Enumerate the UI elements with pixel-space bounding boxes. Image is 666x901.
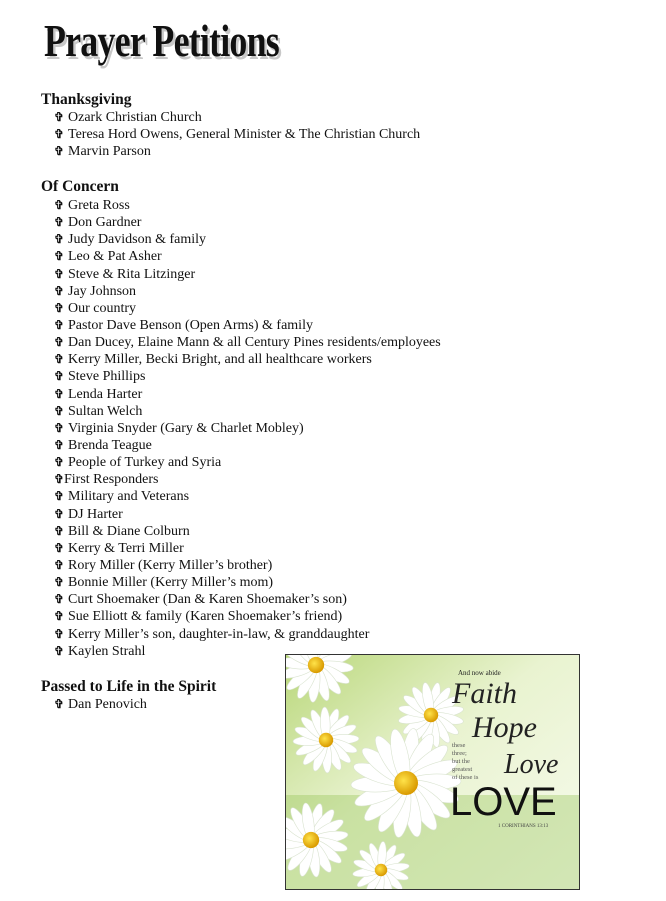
passed-list — [54, 696, 147, 713]
thanksgiving-item-text: Marvin Parson — [68, 144, 151, 160]
concern-item-text: Steve Phillips — [68, 369, 146, 385]
concern-item-text: Don Gardner — [68, 215, 142, 231]
concern-item-text: Steve & Rita Litzinger — [68, 266, 196, 282]
verse-mid-5: of these is — [452, 774, 479, 781]
scripture-image-card — [285, 654, 580, 890]
concern-item — [54, 488, 441, 505]
cross-icon: ✞ — [54, 557, 65, 572]
concern-item-text: Military and Veterans — [68, 489, 190, 505]
cross-icon: ✞ — [54, 215, 65, 230]
cross-icon: ✞ — [54, 420, 65, 435]
concern-item — [54, 266, 441, 283]
cross-icon: ✞ — [54, 300, 65, 315]
verse-intro: And now abide — [458, 669, 501, 677]
cross-icon: ✞ — [54, 540, 65, 555]
cross-icon: ✞ — [54, 266, 65, 281]
thanksgiving-item-text: Ozark Christian Church — [68, 110, 202, 125]
cross-icon: ✞ — [54, 506, 65, 521]
concern-item-text: Jay Johnson — [68, 283, 137, 299]
concern-item — [54, 608, 441, 625]
concern-item — [54, 591, 441, 608]
concern-item — [54, 283, 441, 300]
thanksgiving-list — [54, 109, 420, 160]
concern-item — [54, 437, 441, 454]
concern-item — [54, 197, 441, 214]
concern-item — [54, 231, 441, 248]
concern-item — [54, 300, 441, 317]
cross-icon: ✞ — [54, 643, 65, 658]
cross-icon: ✞ — [54, 110, 65, 124]
concern-item-text: Bonnie Miller (Kerry Miller’s mom) — [68, 575, 274, 591]
thanksgiving-item-text: Teresa Hord Owens, General Minister & The Christian Church — [68, 127, 421, 143]
thanksgiving-heading: Thanksgiving — [41, 91, 132, 108]
concern-item — [54, 420, 441, 437]
cross-icon: ✞ — [54, 144, 65, 159]
concern-item-text: Curt Shoemaker (Dan & Karen Shoemaker’s son) — [68, 592, 347, 608]
passed-item — [54, 696, 147, 713]
cross-icon: ✞ — [54, 232, 65, 247]
concern-item — [54, 506, 441, 523]
cross-icon: ✞ — [54, 609, 65, 624]
concern-item-text: Virginia Snyder (Gary & Charlet Mobley) — [68, 420, 304, 436]
cross-icon: ✞ — [54, 455, 65, 470]
verse-mid-4: greatest — [452, 766, 473, 773]
thanksgiving-item — [54, 143, 420, 160]
cross-icon: ✞ — [54, 697, 65, 711]
cross-icon: ✞ — [54, 523, 65, 538]
verse-love: Love — [504, 749, 559, 780]
thanksgiving-item — [54, 126, 420, 143]
daisy-scripture-image — [286, 655, 579, 889]
concern-item-text: Dan Ducey, Elaine Mann & all Century Pines residents/employees — [68, 335, 441, 351]
concern-item — [54, 351, 441, 368]
concern-item — [54, 386, 441, 403]
concern-item — [54, 368, 441, 385]
concern-item-text: Sultan Welch — [68, 403, 143, 419]
concern-item — [54, 471, 441, 488]
concern-item-text: DJ Harter — [68, 506, 123, 522]
concern-item-text: Rory Miller (Kerry Miller’s brother) — [68, 557, 273, 573]
concern-item — [54, 523, 441, 540]
concern-list — [54, 197, 441, 660]
cross-icon: ✞ — [54, 403, 65, 418]
concern-item-text: First Responders — [64, 472, 159, 488]
concern-item — [54, 317, 441, 334]
concern-item — [54, 454, 441, 471]
concern-item — [54, 334, 441, 351]
concern-item-text: Leo & Pat Asher — [68, 249, 162, 265]
cross-icon: ✞ — [54, 317, 65, 332]
cross-icon: ✞ — [54, 283, 65, 298]
concern-heading: Of Concern — [41, 178, 119, 195]
cross-icon: ✞ — [54, 592, 65, 607]
cross-icon: ✞ — [54, 127, 65, 142]
concern-item — [54, 540, 441, 557]
verse-mid-1: these — [452, 742, 466, 749]
cross-icon: ✞ — [54, 198, 65, 212]
cross-icon: ✞ — [54, 352, 65, 367]
cross-icon: ✞ — [54, 335, 65, 350]
verse-reference: 1 CORINTHIANS 13:13 — [498, 824, 549, 829]
verse-faith: Faith — [452, 677, 517, 710]
cross-icon: ✞ — [54, 437, 65, 452]
concern-item-text: Brenda Teague — [68, 437, 152, 453]
concern-item-text: Sue Elliott & family (Karen Shoemaker’s friend) — [68, 609, 343, 625]
verse-mid-2: three; — [452, 750, 467, 757]
concern-item-text: Our country — [68, 300, 137, 316]
verse-hope: Hope — [472, 711, 537, 744]
cross-icon: ✞ — [54, 489, 65, 504]
concern-item — [54, 557, 441, 574]
concern-item-text: People of Turkey and Syria — [68, 455, 222, 471]
concern-item-text: Pastor Dave Benson (Open Arms) & family — [68, 317, 313, 333]
passed-item-text: Dan Penovich — [68, 697, 147, 712]
concern-item — [54, 248, 441, 265]
page-title: Prayer Petitions — [44, 15, 279, 66]
cross-icon: ✞ — [54, 249, 65, 264]
concern-item-text: Kerry & Terri Miller — [68, 540, 184, 556]
verse-mid-3: but the — [452, 758, 470, 765]
concern-item-text: Greta Ross — [68, 198, 130, 213]
concern-item-text: Kaylen Strahl — [68, 643, 146, 659]
cross-icon: ✞ — [54, 386, 65, 401]
concern-item-text: Kerry Miller’s son, daughter-in-law, & granddaughter — [68, 626, 370, 642]
cross-icon: ✞ — [54, 472, 65, 487]
cross-icon: ✞ — [54, 626, 65, 641]
concern-item — [54, 214, 441, 231]
verse-big-love: LOVE — [450, 780, 557, 824]
concern-item — [54, 626, 441, 643]
concern-item-text: Bill & Diane Colburn — [68, 523, 190, 539]
concern-item — [54, 403, 441, 420]
cross-icon: ✞ — [54, 369, 65, 384]
concern-item — [54, 574, 441, 591]
concern-item-text: Lenda Harter — [68, 386, 143, 402]
concern-item-text: Judy Davidson & family — [68, 232, 207, 248]
thanksgiving-item — [54, 109, 420, 126]
cross-icon: ✞ — [54, 575, 65, 590]
passed-heading: Passed to Life in the Spirit — [41, 678, 217, 695]
concern-item-text: Kerry Miller, Becki Bright, and all healthcare workers — [68, 352, 372, 368]
